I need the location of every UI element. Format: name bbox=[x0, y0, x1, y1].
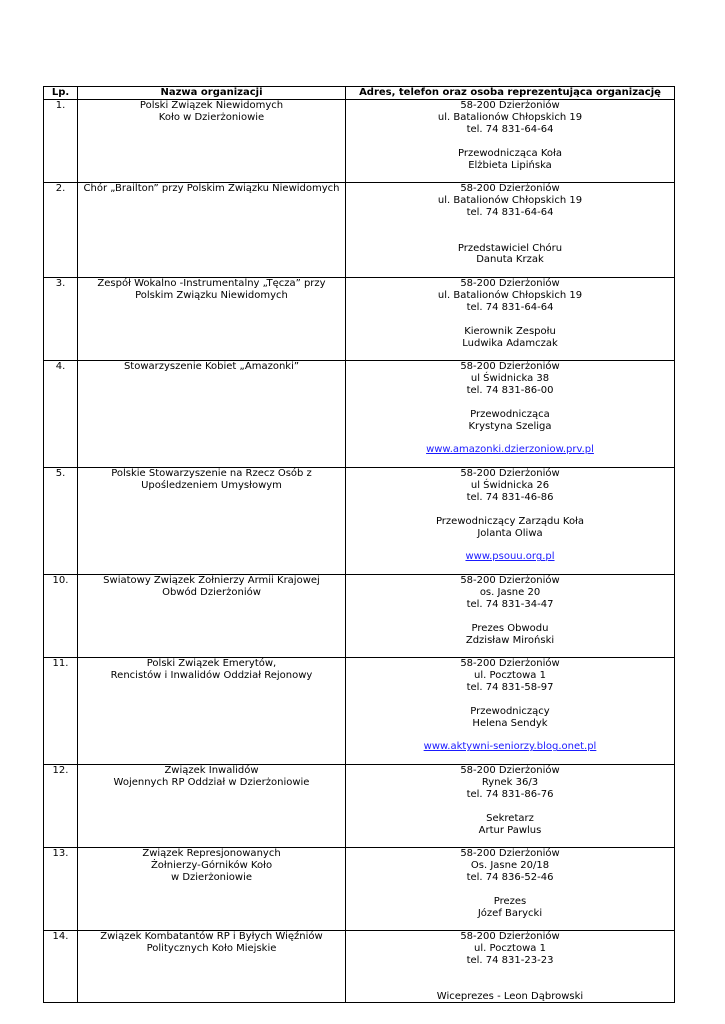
address-line bbox=[348, 219, 672, 231]
address-line: Józef Barycki bbox=[477, 907, 543, 919]
organization-name-line: Obwód Dzierżoniów bbox=[162, 586, 261, 598]
address-line bbox=[348, 801, 672, 813]
address-line bbox=[348, 314, 672, 326]
address-line: ul. Batalionów Chłopskich 19 bbox=[437, 111, 583, 123]
table-row bbox=[44, 278, 675, 361]
header-row bbox=[44, 87, 675, 100]
organization-name bbox=[78, 278, 346, 361]
address-line: Ludwika Adamczak bbox=[462, 337, 558, 349]
address-line: tel. 74 831-34-47 bbox=[466, 598, 554, 610]
row-number: 14. bbox=[44, 931, 78, 1003]
address-line: ul Świdnicka 26 bbox=[470, 479, 550, 491]
address-line: 58-200 Dzierżoniów bbox=[460, 278, 560, 289]
organization-name bbox=[78, 575, 346, 658]
address-line: Prezes Obwodu bbox=[471, 622, 549, 634]
address-line: 58-200 Dzierżoniów bbox=[460, 848, 560, 859]
website-line bbox=[348, 551, 672, 563]
table-row bbox=[44, 183, 675, 278]
address-line: tel. 74 831-64-64 bbox=[466, 301, 554, 313]
organization-name bbox=[78, 658, 346, 765]
address-line: Zdzisław Miroński bbox=[465, 634, 555, 646]
address-line bbox=[348, 504, 672, 516]
address-line: 58-200 Dzierżoniów bbox=[460, 468, 560, 479]
table-row bbox=[44, 765, 675, 848]
organization-name-line: Polski Związek Emerytów, bbox=[146, 658, 277, 669]
address-line bbox=[348, 884, 672, 896]
row-number: 4. bbox=[44, 361, 78, 468]
address-line bbox=[348, 967, 672, 979]
address-line: tel. 74 831-86-00 bbox=[466, 384, 554, 396]
organization-name-line: Politycznych Koło Miejskie bbox=[146, 942, 277, 954]
address-line: ul. Pocztowa 1 bbox=[474, 669, 546, 681]
header-address-contact: Adres, telefon oraz osoba reprezentująca organizację bbox=[346, 87, 675, 100]
address-line: tel. 74 831-23-23 bbox=[466, 954, 554, 966]
address-line: Elżbieta Lipińska bbox=[468, 159, 552, 171]
row-number: 12. bbox=[44, 765, 78, 848]
address-line: ul. Batalionów Chłopskich 19 bbox=[437, 289, 583, 301]
address-contact bbox=[346, 575, 675, 658]
address-contact bbox=[346, 361, 675, 468]
address-line: tel. 74 831-58-97 bbox=[466, 681, 554, 693]
organization-name-line: w Dzierżoniowie bbox=[170, 871, 253, 883]
address-contact bbox=[346, 931, 675, 1003]
row-number: 5. bbox=[44, 468, 78, 575]
address-line: Przewodnicząca bbox=[470, 408, 550, 420]
header-lp: Lp. bbox=[44, 87, 78, 100]
address-line bbox=[348, 432, 672, 444]
header-organization-name: Nazwa organizacji bbox=[78, 87, 346, 100]
address-line: tel. 74 831-64-64 bbox=[466, 206, 554, 218]
organization-name-line: Rencistów i Inwalidów Oddział Rejonowy bbox=[110, 669, 313, 681]
address-line: 58-200 Dzierżoniów bbox=[460, 361, 560, 372]
organization-name bbox=[78, 468, 346, 575]
address-contact bbox=[346, 278, 675, 361]
address-line: Jolanta Oliwa bbox=[477, 527, 543, 539]
organization-name bbox=[78, 765, 346, 848]
address-line: Przewodnicząca Koła bbox=[458, 147, 562, 159]
website-link[interactable]: www.amazonki.dzierzoniow.prv.pl bbox=[426, 444, 594, 456]
table-row bbox=[44, 575, 675, 658]
organization-name-line: Związek Represjonowanych bbox=[142, 848, 281, 859]
organization-name-line: Żołnierzy-Górników Koło bbox=[150, 859, 273, 871]
table-row bbox=[44, 100, 675, 183]
organization-name bbox=[78, 183, 346, 278]
table-row bbox=[44, 468, 675, 575]
address-line: 58-200 Dzierżoniów bbox=[460, 183, 560, 194]
address-line bbox=[348, 231, 672, 243]
organization-name-line: Związek Inwalidów bbox=[164, 765, 259, 776]
address-line: ul Świdnicka 38 bbox=[470, 372, 550, 384]
table-row bbox=[44, 931, 675, 1003]
address-line: Krystyna Szeliga bbox=[468, 420, 552, 432]
organization-name-line: Światowy Związek Żołnierzy Armii Krajowej bbox=[103, 575, 320, 586]
address-line: tel. 74 831-64-64 bbox=[466, 123, 554, 135]
address-line bbox=[348, 729, 672, 741]
address-line: tel. 74 836-52-46 bbox=[466, 871, 554, 883]
address-line: 58-200 Dzierżoniów bbox=[460, 658, 560, 669]
organization-name bbox=[78, 931, 346, 1003]
address-line: Wiceprezes - Leon Dąbrowski bbox=[436, 990, 584, 1002]
address-contact bbox=[346, 468, 675, 575]
organization-name-line: Chór „Brailton” przy Polskim Związku Niewidomych bbox=[83, 183, 340, 194]
website-line bbox=[348, 741, 672, 753]
address-line: 58-200 Dzierżoniów bbox=[460, 575, 560, 586]
organization-name-line: Związek Kombatantów RP i Byłych Więźniów bbox=[100, 931, 323, 942]
table-row bbox=[44, 361, 675, 468]
address-line bbox=[348, 397, 672, 409]
address-line: Danuta Krzak bbox=[476, 254, 544, 266]
organization-name-line: Koło w Dzierżoniowie bbox=[158, 111, 265, 123]
address-line: ul. Batalionów Chłopskich 19 bbox=[437, 194, 583, 206]
address-contact bbox=[346, 848, 675, 931]
address-line: Prezes bbox=[493, 895, 527, 907]
organization-name-line: Stowarzyszenie Kobiet „Amazonki” bbox=[123, 361, 300, 372]
table-row bbox=[44, 658, 675, 765]
address-line: Kierownik Zespołu bbox=[464, 325, 556, 337]
address-line: 58-200 Dzierżoniów bbox=[460, 765, 560, 776]
address-line: Rynek 36/3 bbox=[481, 776, 539, 788]
address-contact bbox=[346, 765, 675, 848]
address-line: tel. 74 831-46-86 bbox=[466, 491, 554, 503]
organization-name-line: Polski Związek Niewidomych bbox=[139, 100, 284, 111]
organization-name bbox=[78, 100, 346, 183]
address-contact bbox=[346, 658, 675, 765]
organization-name-line: Zespół Wokalno -Instrumentalny „Tęcza” przy bbox=[97, 278, 326, 289]
website-line bbox=[348, 444, 672, 456]
website-link[interactable]: www.psouu.org.pl bbox=[465, 551, 555, 563]
address-line: Przedstawiciel Chóru bbox=[457, 242, 563, 254]
row-number: 3. bbox=[44, 278, 78, 361]
address-line: os. Jasne 20 bbox=[479, 586, 541, 598]
address-line: Os. Jasne 20/18 bbox=[470, 859, 550, 871]
row-number: 1. bbox=[44, 100, 78, 183]
address-line: Artur Pawlus bbox=[478, 824, 542, 836]
row-number: 10. bbox=[44, 575, 78, 658]
table-row bbox=[44, 848, 675, 931]
organization-name-line: Polskie Stowarzyszenie na Rzecz Osób z bbox=[111, 468, 312, 479]
address-line: Sekretarz bbox=[486, 812, 534, 824]
table-body bbox=[44, 100, 675, 1003]
address-line: tel. 74 831-86-76 bbox=[466, 788, 554, 800]
organization-name-line: Upośledzeniem Umysłowym bbox=[141, 479, 282, 491]
row-number: 11. bbox=[44, 658, 78, 765]
address-line bbox=[348, 539, 672, 551]
organization-name bbox=[78, 361, 346, 468]
address-contact bbox=[346, 183, 675, 278]
address-line: 58-200 Dzierżoniów bbox=[460, 100, 560, 111]
address-line: Przewodniczący Zarządu Koła bbox=[435, 515, 585, 527]
organization-name-line: Polskim Związku Niewidomych bbox=[135, 289, 288, 301]
website-link[interactable]: www.aktywni-seniorzy.blog.onet.pl bbox=[423, 741, 597, 753]
address-line bbox=[348, 136, 672, 148]
address-line bbox=[348, 979, 672, 991]
row-number: 13. bbox=[44, 848, 78, 931]
address-contact bbox=[346, 100, 675, 183]
address-line bbox=[348, 611, 672, 623]
address-line: Przewodniczący bbox=[470, 705, 550, 717]
organizations-table bbox=[43, 86, 675, 1003]
row-number: 2. bbox=[44, 183, 78, 278]
organization-name-line: Wojennych RP Oddział w Dzierżoniowie bbox=[113, 776, 310, 788]
address-line: ul. Pocztowa 1 bbox=[474, 942, 546, 954]
organization-name bbox=[78, 848, 346, 931]
address-line: Helena Sendyk bbox=[472, 717, 548, 729]
address-line bbox=[348, 694, 672, 706]
address-line: 58-200 Dzierżoniów bbox=[460, 931, 560, 942]
